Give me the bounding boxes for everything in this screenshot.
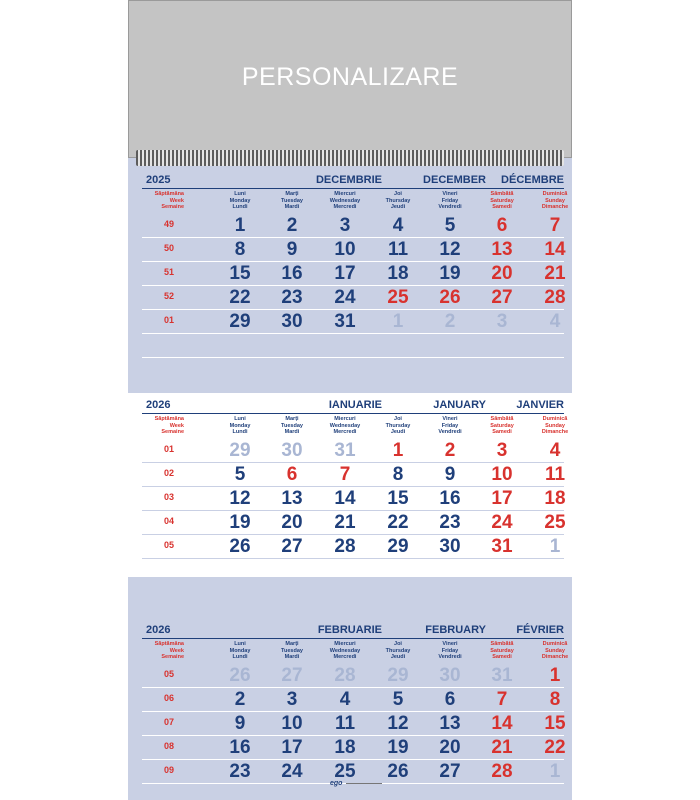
day-cell: 3: [339, 215, 351, 236]
month-name-en: DECEMBER: [423, 174, 486, 186]
day-cell: 19: [439, 263, 461, 284]
month-name-fr: JANVIER: [516, 399, 564, 411]
day-cell: 28: [334, 665, 356, 686]
day-header-line: Jeudi: [390, 654, 406, 660]
month-name-fr: FÉVRIER: [516, 624, 564, 636]
month-name-en: JANUARY: [433, 399, 486, 411]
week-row: [142, 238, 564, 262]
day-cell: 26: [439, 287, 461, 308]
day-header-line: Marți: [285, 416, 299, 422]
day-cell: 2: [234, 689, 246, 710]
day-header-line: Saturday: [490, 422, 514, 429]
day-header: [268, 641, 316, 661]
day-header-line: Tuesday: [281, 647, 303, 654]
day-header: [531, 191, 579, 211]
day-cell: 8: [549, 689, 561, 710]
day-header-line: Mercredi: [333, 429, 357, 435]
day-header-line: Vendredi: [438, 204, 462, 210]
day-cell: 3: [286, 689, 298, 710]
day-header-line: Vineri: [442, 191, 458, 197]
week-header-line: Săptămâna: [154, 416, 184, 422]
day-cell: 29: [229, 440, 251, 461]
ego-logo: ego: [330, 780, 343, 787]
day-cell: 16: [229, 737, 251, 758]
day-header-line: Sunday: [545, 647, 565, 654]
day-header-line: Sunday: [545, 197, 565, 204]
day-cell: 1: [392, 440, 404, 461]
day-header: [268, 416, 316, 436]
week-number: 01: [163, 444, 174, 454]
day-cell: 10: [281, 713, 303, 734]
day-cell: 25: [544, 512, 566, 533]
week-header-line: Semaine: [161, 204, 184, 210]
day-cell: 29: [387, 665, 409, 686]
day-header: [321, 191, 369, 211]
day-cell: 11: [387, 239, 409, 260]
week-header-line: Week: [169, 647, 184, 654]
day-cell: 12: [229, 488, 251, 509]
week-row: [142, 736, 564, 760]
day-cell: 15: [544, 713, 566, 734]
month-name-ro: DECEMBRIE: [315, 174, 382, 186]
day-header-line: Joi: [394, 191, 402, 197]
week-header-line: Semaine: [161, 429, 184, 435]
day-cell: 6: [286, 464, 298, 485]
day-header-line: Vendredi: [438, 654, 462, 660]
day-header: [374, 416, 422, 436]
day-header-line: Friday: [441, 197, 459, 204]
day-cell: 23: [439, 512, 461, 533]
day-header-line: Sâmbătă: [490, 641, 514, 647]
day-header: [216, 416, 264, 436]
week-column-header: [144, 416, 184, 436]
day-cell: 18: [544, 488, 566, 509]
day-cell: 23: [281, 287, 303, 308]
day-header-line: Samedi: [492, 204, 512, 210]
day-header-line: Duminică: [542, 191, 568, 197]
day-cell: 14: [491, 713, 513, 734]
day-cell: 14: [544, 239, 566, 260]
day-header: [268, 191, 316, 211]
day-cell: 21: [544, 263, 566, 284]
week-number: 50: [163, 243, 174, 253]
day-cell: 28: [334, 536, 356, 557]
day-cell: 27: [439, 761, 461, 782]
day-cell: 5: [392, 689, 404, 710]
year-label: 2026: [146, 624, 171, 636]
week-column-header: [144, 641, 184, 661]
day-header-line: Wednesday: [329, 197, 361, 204]
day-cell: 29: [387, 536, 409, 557]
week-number: 02: [163, 468, 174, 478]
day-cell: 13: [281, 488, 303, 509]
day-header-line: Saturday: [490, 647, 514, 654]
day-cell: 30: [281, 440, 303, 461]
day-header-line: Friday: [441, 647, 459, 654]
day-cell: 4: [549, 311, 561, 332]
day-cell: 1: [549, 761, 561, 782]
day-cell: 7: [549, 215, 561, 236]
day-header-line: Dimanche: [541, 654, 569, 660]
day-header: [531, 416, 579, 436]
header-title: PERSONALIZARE: [241, 63, 459, 91]
day-cell: 28: [491, 761, 513, 782]
day-cell: 20: [439, 737, 461, 758]
day-header-line: Mercredi: [333, 654, 357, 660]
day-header-line: Joi: [394, 416, 402, 422]
blank-row: [142, 334, 564, 358]
day-cell: 10: [491, 464, 513, 485]
day-cell: 31: [334, 311, 356, 332]
week-row: [142, 439, 564, 463]
day-header-line: Monday: [229, 647, 251, 654]
day-header-line: Luni: [234, 641, 246, 647]
day-cell: 2: [286, 215, 298, 236]
day-header: [426, 191, 474, 211]
day-header-line: Luni: [234, 416, 246, 422]
day-header-line: Thursday: [385, 422, 411, 429]
day-cell: 18: [387, 263, 409, 284]
week-row: [142, 310, 564, 334]
day-cell: 17: [334, 263, 356, 284]
day-header-line: Luni: [234, 191, 246, 197]
day-header: [374, 191, 422, 211]
day-header-line: Saturday: [490, 197, 514, 204]
week-row: [142, 760, 564, 784]
spiral-binding: [136, 150, 564, 166]
day-header-line: Miercuri: [334, 191, 356, 197]
day-cell: 11: [544, 464, 566, 485]
day-cell: 30: [439, 536, 461, 557]
week-number: 03: [163, 492, 174, 502]
day-header-line: Miercuri: [334, 641, 356, 647]
day-cell: 22: [544, 737, 566, 758]
day-header-line: Mardi: [284, 429, 300, 435]
day-header: [478, 416, 526, 436]
day-header-line: Dimanche: [541, 429, 569, 435]
day-cell: 24: [334, 287, 356, 308]
day-header-line: Tuesday: [281, 422, 303, 429]
day-cell: 18: [334, 737, 356, 758]
personalization-header: [128, 0, 572, 158]
day-header-line: Monday: [229, 422, 251, 429]
day-header-line: Duminică: [542, 641, 568, 647]
day-header-line: Dimanche: [541, 204, 569, 210]
week-column-header: [144, 191, 184, 211]
day-header-line: Thursday: [385, 647, 411, 654]
day-cell: 8: [234, 239, 246, 260]
day-header-line: Mercredi: [333, 204, 357, 210]
month-block: [128, 393, 572, 577]
day-header-line: Lundi: [232, 654, 248, 660]
day-cell: 29: [229, 311, 251, 332]
week-number: 08: [163, 741, 174, 751]
header-rule: [142, 413, 564, 414]
day-cell: 14: [334, 488, 356, 509]
day-cell: 27: [281, 665, 303, 686]
week-row: [142, 463, 564, 487]
day-cell: 2: [444, 311, 456, 332]
day-cell: 20: [281, 512, 303, 533]
day-header-line: Vineri: [442, 416, 458, 422]
row-divider: [142, 582, 564, 583]
day-cell: 4: [339, 689, 351, 710]
day-cell: 22: [229, 287, 251, 308]
day-header-line: Sunday: [545, 422, 565, 429]
day-cell: 4: [549, 440, 561, 461]
day-cell: 16: [281, 263, 303, 284]
day-cell: 19: [229, 512, 251, 533]
day-cell: 22: [387, 512, 409, 533]
day-cell: 4: [392, 215, 404, 236]
day-cell: 8: [392, 464, 404, 485]
week-row: [142, 535, 564, 559]
day-header: [426, 641, 474, 661]
header-rule: [142, 638, 564, 639]
day-cell: 27: [281, 536, 303, 557]
day-header: [374, 641, 422, 661]
day-header-line: Mardi: [284, 654, 300, 660]
day-header: [478, 191, 526, 211]
week-number: 52: [163, 291, 174, 301]
day-header-line: Marți: [285, 641, 299, 647]
week-row: [142, 487, 564, 511]
day-cell: 17: [491, 488, 513, 509]
day-cell: 13: [439, 713, 461, 734]
day-header-line: Thursday: [385, 197, 411, 204]
day-header: [321, 416, 369, 436]
week-row: [142, 688, 564, 712]
day-cell: 12: [439, 239, 461, 260]
day-cell: 16: [439, 488, 461, 509]
day-cell: 30: [281, 311, 303, 332]
week-row: [142, 664, 564, 688]
day-header-line: Friday: [441, 422, 459, 429]
day-header: [216, 641, 264, 661]
day-header-line: Vineri: [442, 641, 458, 647]
day-cell: 13: [491, 239, 513, 260]
month-block: [128, 168, 572, 378]
day-header-line: Sâmbătă: [490, 191, 514, 197]
day-cell: 9: [444, 464, 456, 485]
week-row: [142, 712, 564, 736]
day-cell: 5: [444, 215, 456, 236]
week-number: 05: [163, 540, 174, 550]
week-row: [142, 286, 564, 310]
day-cell: 10: [334, 239, 356, 260]
week-number: 04: [163, 516, 174, 526]
day-cell: 2: [444, 440, 456, 461]
day-header: [321, 641, 369, 661]
day-cell: 26: [229, 665, 251, 686]
day-header-line: Wednesday: [329, 422, 361, 429]
day-cell: 23: [229, 761, 251, 782]
day-header-line: Monday: [229, 197, 251, 204]
week-row: [142, 214, 564, 238]
day-cell: 1: [549, 536, 561, 557]
day-header-line: Joi: [394, 641, 402, 647]
day-cell: 5: [234, 464, 246, 485]
month-header: [142, 399, 564, 413]
year-label: 2026: [146, 399, 171, 411]
day-cell: 31: [334, 440, 356, 461]
month-header: [142, 624, 564, 638]
day-cell: 31: [491, 536, 513, 557]
week-number: 07: [163, 717, 174, 727]
week-number: 05: [163, 669, 174, 679]
logo-fine-print: [346, 783, 382, 784]
day-header-line: Mardi: [284, 204, 300, 210]
day-cell: 15: [387, 488, 409, 509]
day-cell: 25: [387, 287, 409, 308]
day-header-line: Jeudi: [390, 204, 406, 210]
day-cell: 11: [334, 713, 356, 734]
day-cell: 7: [339, 464, 351, 485]
day-cell: 19: [387, 737, 409, 758]
row-divider: [142, 357, 564, 358]
week-row: [142, 511, 564, 535]
day-cell: 1: [234, 215, 246, 236]
day-cell: 3: [496, 440, 508, 461]
day-cell: 15: [229, 263, 251, 284]
day-cell: 26: [229, 536, 251, 557]
day-header-line: Miercuri: [334, 416, 356, 422]
month-block: [128, 618, 572, 800]
day-cell: 9: [286, 239, 298, 260]
day-header-line: Wednesday: [329, 647, 361, 654]
day-cell: 24: [491, 512, 513, 533]
week-header-line: Semaine: [161, 654, 184, 660]
week-header-line: Săptămâna: [154, 191, 184, 197]
week-number: 01: [163, 315, 174, 325]
day-cell: 1: [549, 665, 561, 686]
day-cell: 27: [491, 287, 513, 308]
day-header-line: Samedi: [492, 429, 512, 435]
day-header-line: Vendredi: [438, 429, 462, 435]
day-header-line: Sâmbătă: [490, 416, 514, 422]
month-header: [142, 174, 564, 188]
day-cell: 26: [387, 761, 409, 782]
day-header-line: Marți: [285, 191, 299, 197]
week-number: 51: [163, 267, 174, 277]
year-label: 2025: [146, 174, 171, 186]
week-number: 09: [163, 765, 174, 775]
day-cell: 12: [387, 713, 409, 734]
week-header-line: Week: [169, 422, 184, 429]
day-cell: 6: [444, 689, 456, 710]
day-cell: 7: [496, 689, 508, 710]
day-header: [531, 641, 579, 661]
day-cell: 30: [439, 665, 461, 686]
day-cell: 17: [281, 737, 303, 758]
day-header-line: Tuesday: [281, 197, 303, 204]
week-header-line: Săptămâna: [154, 641, 184, 647]
day-header-line: Jeudi: [390, 429, 406, 435]
header-rule: [142, 188, 564, 189]
day-cell: 25: [334, 761, 356, 782]
day-header: [216, 191, 264, 211]
blank-row: [142, 559, 564, 583]
month-name-en: FEBRUARY: [425, 624, 486, 636]
day-cell: 31: [491, 665, 513, 686]
day-cell: 28: [544, 287, 566, 308]
day-cell: 9: [234, 713, 246, 734]
week-number: 49: [163, 219, 174, 229]
week-number: 06: [163, 693, 174, 703]
month-name-ro: FEBRUARIE: [317, 624, 382, 636]
day-cell: 21: [491, 737, 513, 758]
week-header-line: Week: [169, 197, 184, 204]
day-cell: 21: [334, 512, 356, 533]
month-name-ro: IANUARIE: [328, 399, 382, 411]
day-header-line: Duminică: [542, 416, 568, 422]
month-name-fr: DÉCEMBRE: [501, 174, 564, 186]
day-cell: 3: [496, 311, 508, 332]
day-header-line: Lundi: [232, 429, 248, 435]
day-cell: 20: [491, 263, 513, 284]
day-cell: 1: [392, 311, 404, 332]
day-header-line: Lundi: [232, 204, 248, 210]
day-cell: 6: [496, 215, 508, 236]
day-header: [478, 641, 526, 661]
day-header-line: Samedi: [492, 654, 512, 660]
day-header: [426, 416, 474, 436]
day-cell: 24: [281, 761, 303, 782]
week-row: [142, 262, 564, 286]
